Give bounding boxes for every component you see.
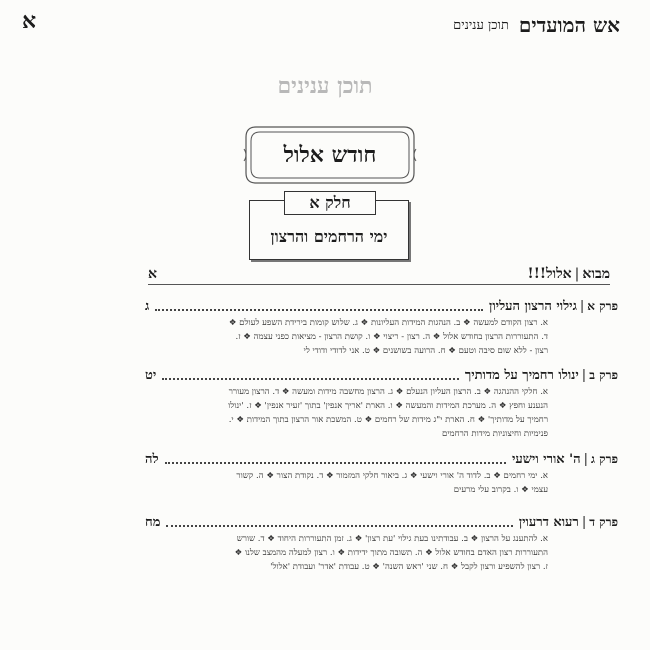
chapter-entry bbox=[145, 512, 618, 574]
month-frame bbox=[242, 123, 418, 187]
topic-line: א. להתענג על הרצון ❖ ב. עבודתינו בעת גילוי 'עת רצון' ❖ ג. זמן התעוררות היחוד ❖ ד. שורש bbox=[236, 534, 548, 544]
chapter-title: גילוי הרצון העליון bbox=[489, 299, 577, 314]
intro-label: מבוא bbox=[582, 265, 610, 282]
chapter-page: מח bbox=[145, 515, 161, 530]
month-title: חודש אלול bbox=[283, 142, 377, 168]
toc-title: תוכן ענינים bbox=[277, 73, 373, 99]
topic-line: רצון - ללא שום סיבה וטעם ❖ ח. הרועה בשושנים ❖ ט. אני לדודי ודודי לי bbox=[303, 346, 548, 356]
chapter-entry bbox=[145, 365, 618, 441]
separator: | bbox=[581, 367, 587, 383]
book-title: אש המועדים bbox=[518, 12, 620, 37]
dot-leader bbox=[165, 454, 506, 464]
intro-page: א bbox=[148, 265, 157, 282]
topic-line: פנימיות וחיצוניות מידות הרחמים bbox=[442, 429, 548, 439]
separator: | bbox=[581, 514, 587, 530]
chapter-header bbox=[145, 365, 618, 385]
topic-line: א. ימי רחמים ❖ ב. לדוד ה' אורי וישעי ❖ ג. ביאור חלקי המזמור ❖ ד. נקודת הצור ❖ ה. קשור bbox=[236, 471, 548, 481]
chapter-header bbox=[145, 512, 618, 532]
chapter-label: פרק א bbox=[587, 298, 618, 313]
chapter-label: פרק ד bbox=[589, 514, 618, 529]
chapter-header bbox=[145, 449, 618, 469]
dot-leader bbox=[162, 370, 459, 380]
topic-line: ד. התעוררות הרצון בחודש אלול ❖ ה. רצון - ריצוי ❖ ו. קושת הרצון - מציאות כפני עצמה ❖ ז. bbox=[235, 332, 548, 342]
chapter-label: פרק ב bbox=[589, 367, 618, 382]
separator: | bbox=[574, 266, 580, 282]
topic-line: רחמיך על מדותיך' ❖ ח. הארת י"ג מידות של רחמים ❖ ט. המשכת אור הרצון בתוך המידות ❖ י. bbox=[228, 415, 548, 425]
separator: | bbox=[579, 298, 585, 314]
dot-leader bbox=[155, 301, 483, 311]
chapter-topics bbox=[145, 385, 548, 441]
dot-leader bbox=[166, 517, 512, 527]
chapter-header bbox=[145, 296, 618, 316]
separator: | bbox=[583, 451, 589, 467]
running-header bbox=[22, 8, 620, 42]
topic-line: עצמי ❖ ו. בקרוב עלי מרעים bbox=[453, 485, 548, 495]
part-box bbox=[249, 193, 409, 260]
chapter-page: יט bbox=[145, 368, 157, 383]
topic-line: התעוררות רצון האדם בחודש אלול ❖ ה. תשובה מתוך ידידות ❖ ו. רצון למעלה מהמצב שלנו ❖ bbox=[234, 548, 548, 558]
chapter-topics bbox=[145, 316, 548, 358]
chapter-title: ינולו רחמיך על מדותיך bbox=[464, 368, 579, 383]
chapter-label: פרק ג bbox=[591, 451, 618, 466]
intro-title: אלול!!! bbox=[527, 265, 572, 282]
chapter-topics bbox=[145, 532, 548, 574]
chapter-page: ג bbox=[145, 299, 150, 314]
topic-line: א. חלקי ההנהגה ❖ ב. הרצון העליון הנעלם ❖ ג. הרצון מחשבה מידות ומעשה ❖ ד. הרצון מעורר bbox=[228, 387, 548, 397]
page-number: א bbox=[22, 8, 37, 34]
chapter-title: רעוא דרעוין bbox=[518, 515, 579, 530]
section-name: תוכן ענינים bbox=[453, 18, 509, 33]
topic-line: הנענע וחפץ ❖ ה. מערכת המידות והמעשה ❖ ו. הארת 'אריך אנפין' בתוך 'זעיר אנפין' ❖ ז. 'ינולו bbox=[228, 401, 548, 411]
topic-line: א. רצון הקודם למעשה ❖ ב. הנהגות המידות העליונות ❖ ג. שלוש קומות בירידת השפע לעולם ❖ bbox=[228, 318, 548, 328]
topic-line: ז. רצון להשפיע ורצון לקבל ❖ ח. שני 'ראש השנה' ❖ ט. עבודת 'אדר' ועבודת 'אלול' bbox=[270, 562, 548, 572]
intro-entry bbox=[148, 264, 610, 285]
part-label: חלק א bbox=[284, 191, 376, 215]
part-title: ימי הרחמים והרצון bbox=[270, 227, 388, 246]
chapter-page: לה bbox=[145, 452, 159, 467]
chapter-title: ה' אורי וישעי bbox=[511, 452, 581, 467]
chapter-entry bbox=[145, 449, 618, 497]
chapter-entry bbox=[145, 296, 618, 358]
chapter-topics bbox=[145, 469, 548, 497]
